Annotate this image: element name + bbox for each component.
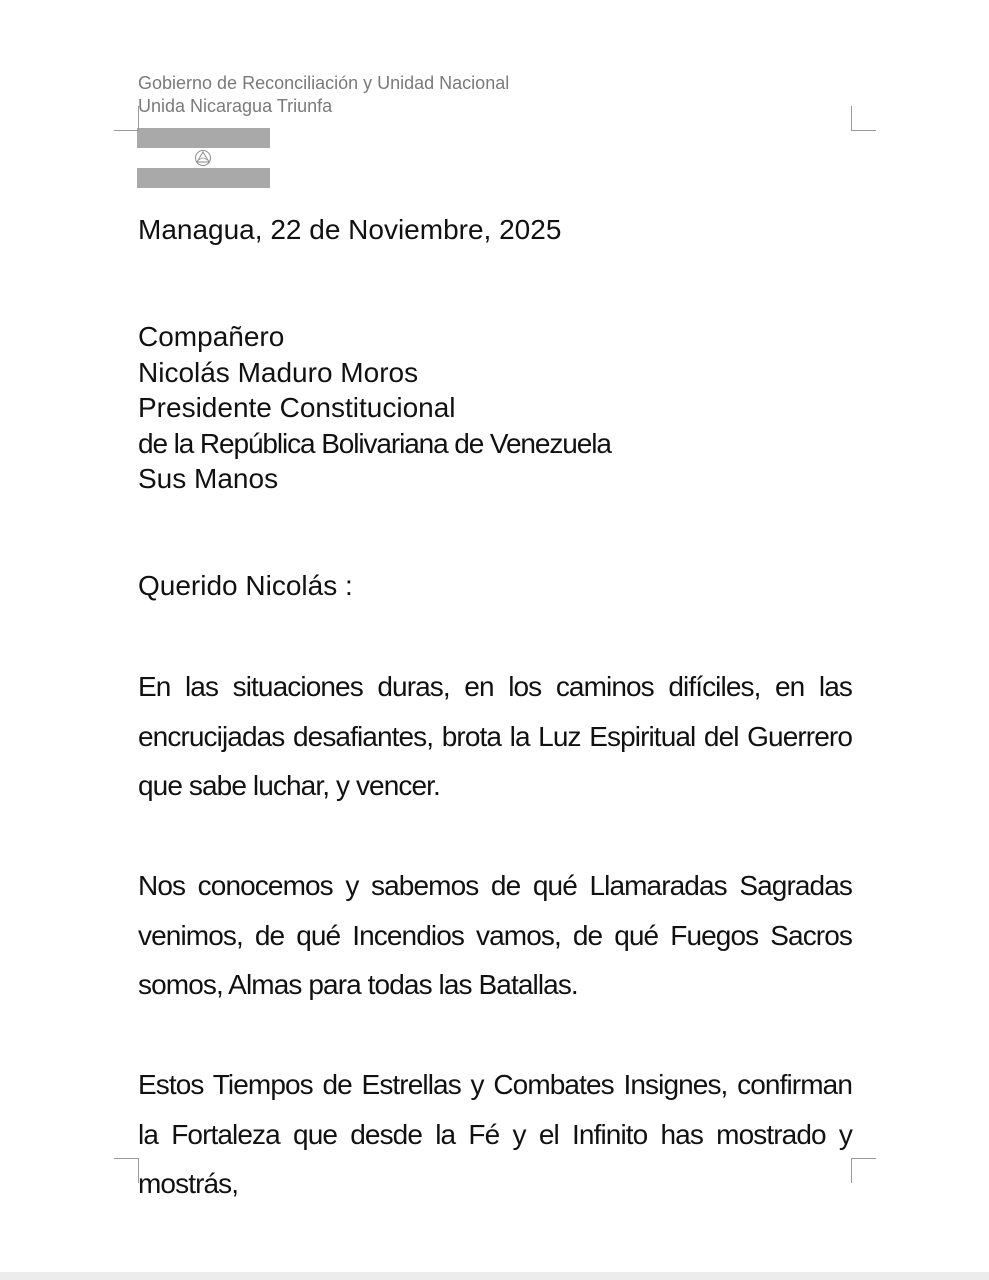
crop-mark-bottom-left [114, 1158, 139, 1183]
crop-mark-bottom-right [851, 1158, 876, 1183]
crop-mark-top-right [851, 106, 876, 131]
letterhead [138, 72, 509, 118]
recipient-delivery: Sus Manos [138, 463, 279, 494]
body-paragraph: Nos conocemos y sabemos de qué Llamaradas Sagradas venimos, de qué Incendios vamos, de qué Fuegos Sacros somos, Almas para todas las Batallas. [138, 870, 852, 1000]
letter-date: Managua, 22 de Noviembre, 2025 [138, 214, 562, 245]
letter-greeting: Querido Nicolás : [138, 570, 353, 601]
body-paragraph: En las situaciones duras, en los caminos difíciles, en las encrucijadas desafiantes, brota la Luz Espiritual del Guerrero que sabe luchar, y vencer. [138, 671, 852, 801]
recipient-name: Nicolás Maduro Moros [138, 356, 419, 388]
crop-mark-top-left [114, 106, 139, 131]
recipient-title: Presidente Constitucional [138, 392, 456, 423]
recipient-block [138, 319, 611, 497]
page-bottom-edge [0, 1272, 989, 1280]
letterhead-slogan: Unida Nicaragua Triunfa [138, 96, 333, 116]
letterhead-government-name: Gobierno de Reconciliación y Unidad Nacional [138, 73, 510, 93]
nicaragua-flag-icon [137, 128, 270, 188]
recipient-country: de la República Bolivariana de Venezuela [138, 427, 611, 459]
body-paragraph: Estos Tiempos de Estrellas y Combates Insignes, confirman la Fortaleza que desde la Fé y el Infinito has mostrado y mostrás, [138, 1069, 852, 1199]
recipient-salutation: Compañero [138, 321, 285, 352]
